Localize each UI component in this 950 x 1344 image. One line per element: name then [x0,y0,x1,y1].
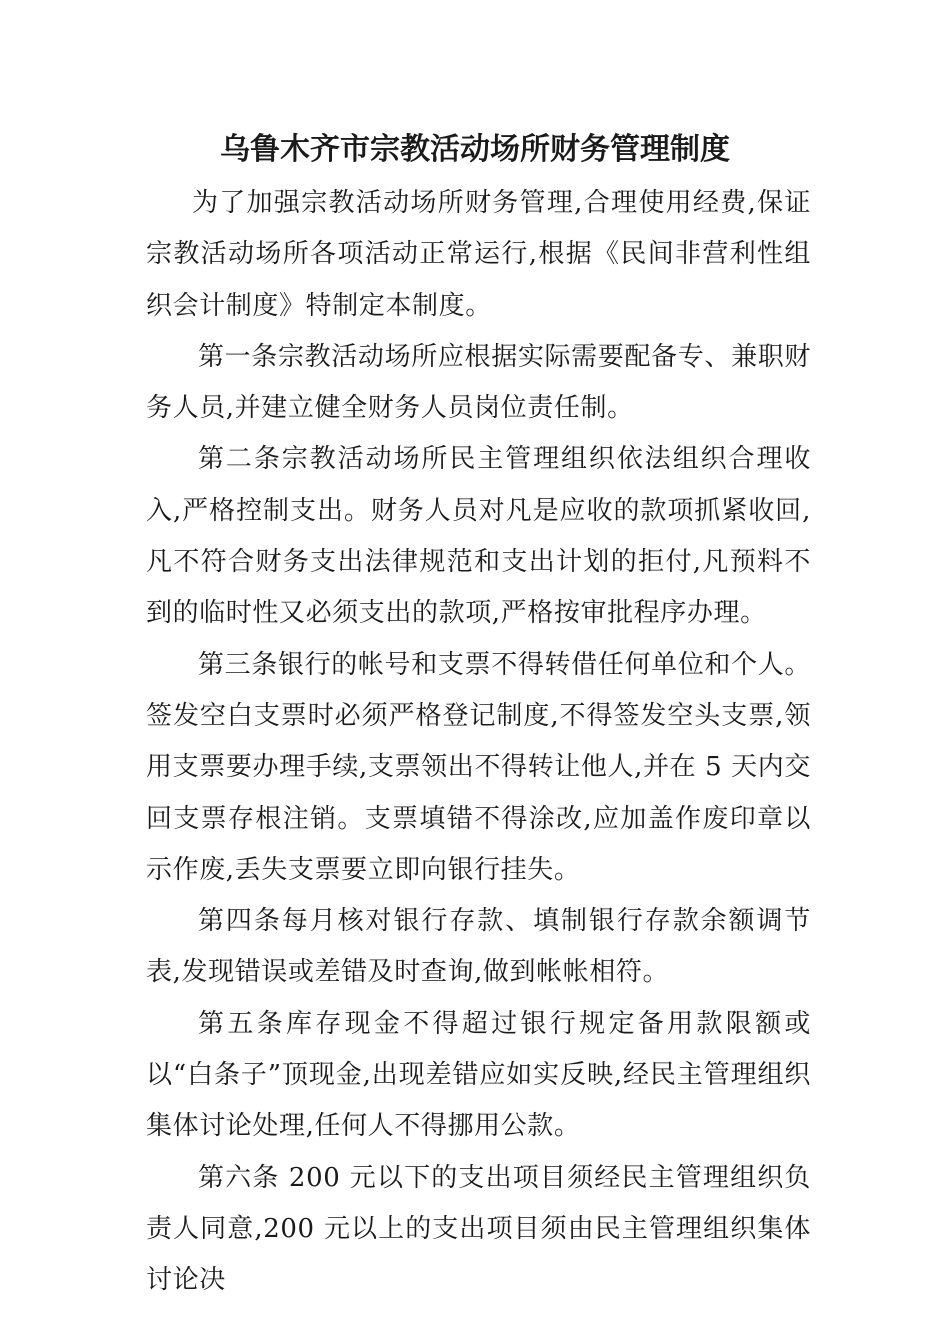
article-4-paragraph: 第四条每月核对银行存款、填制银行存款余额调节表,发现错误或差错及时查询,做到帐帐相符。 [146,906,811,988]
article-1-paragraph: 第一条宗教活动场所应根据实际需要配备专、兼职财务人员,并建立健全财务人员岗位责任制。 [146,341,811,424]
intro-paragraph: 为了加强宗教活动场所财务管理,合理使用经费,保证宗教活动场所各项活动正常运行,根据《民间非营利性组织会计制度》特制定本制度。 [146,188,811,321]
article-2-paragraph: 第二条宗教活动场所民主管理组织依法组织合理收入,严格控制支出。财务人员对凡是应收的款项抓紧收回,凡不符合财务支出法律规范和支出计划的拒付,凡预料不到的临时性又必须支出的款项,严格按审批程序办理。 [146,444,811,629]
document-title: 乌鲁木齐市宗教活动场所财务管理制度 [220,132,730,167]
article-5-paragraph: 第五条库存现金不得超过银行规定备用款限额或以“白条子”顶现金,出现差错应如实反映,经民主管理组织集体讨论处理,任何人不得挪用公款。 [146,1008,811,1142]
article-6-paragraph: 第六条 200 元以下的支出项目须经民主管理组织负责人同意,200 元以上的支出项目须由民主管理组织集体讨论决 [146,1162,811,1296]
article-3-paragraph: 第三条银行的帐号和支票不得转借任何单位和个人。签发空白支票时必须严格登记制度,不得签发空头支票,领用支票要办理手续,支票领出不得转让他人,并在 5 天内交回支票存根注销。支票填错不得涂改,应加盖作废印章以示作废,丢失支票要立即向银行挂失。 [146,649,811,885]
document-body [146,178,811,1307]
